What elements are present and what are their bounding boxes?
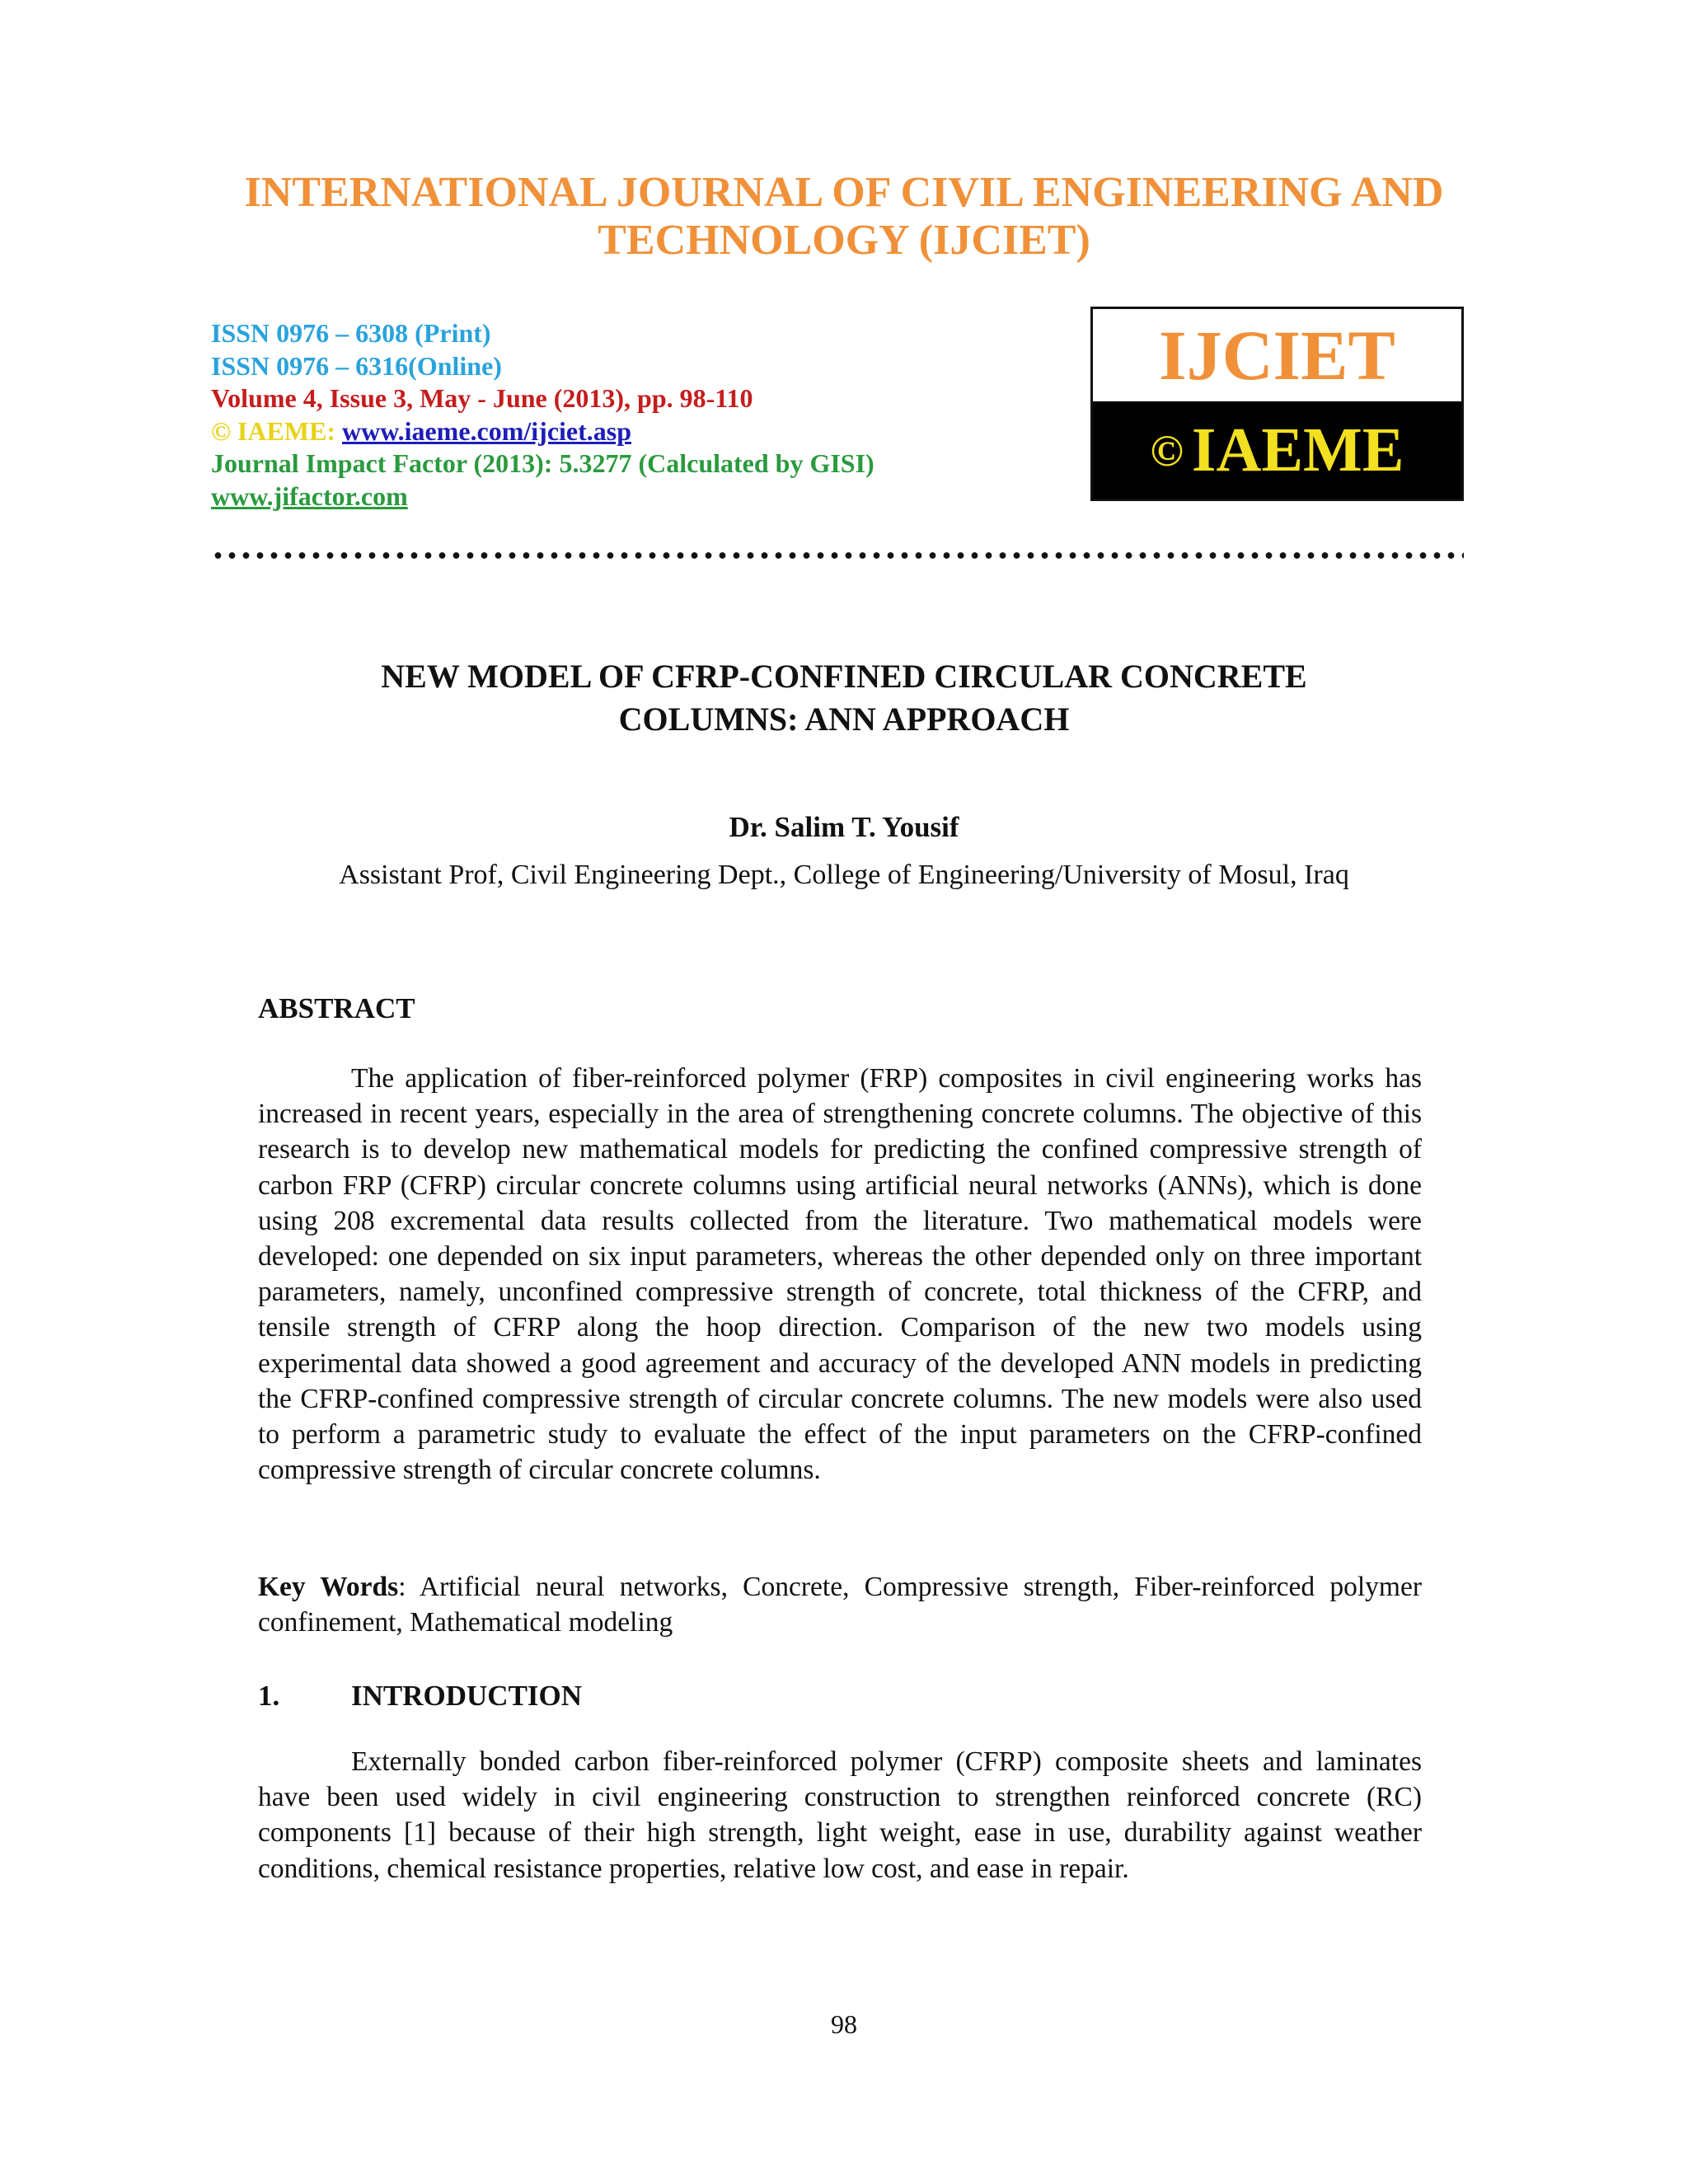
page-number: 98: [831, 2009, 857, 2039]
author-name: Dr. Salim T. Yousif: [729, 811, 959, 843]
iaeme-line: [211, 415, 874, 448]
author-affiliation: Assistant Prof, Civil Engineering Dept., College of Engineering/University of Mosul, Iraq: [339, 860, 1349, 890]
journal-title: [0, 169, 1688, 265]
volume-info: Volume 4, Issue 3, May - June (2013), pp. 98-110: [211, 383, 753, 413]
introduction-text: Externally bonded carbon fiber-reinforced polymer (CFRP) composite sheets and laminates have been used widely in civil engineering construction to strengthen reinforced concrete (RC) components [1] because of their high strength, light weight, ease in use, durability against weather conditions, chemical resistance properties, relative low cost, and ease in repair.: [258, 1746, 1422, 1884]
keywords: [258, 1569, 1422, 1640]
abstract-text: The application of fiber-reinforced polymer (FRP) composites in civil engineering works has increased in recent years, especially in the area of strengthening concrete columns. The objective of this research is to develop new mathematical models for predicting the confined compressive strength of carbon FRP (CFRP) circular concrete columns using artificial neural networks (ANNs), which is done using 208 excremental data results collected from the literature. Two mathematical models were developed: one depended on six input parameters, whereas the other depended only on three important parameters, namely, unconfined compressive strength of concrete, total thickness of the CFRP, and tensile strength of CFRP along the hoop direction. Comparison of the new two models using experimental data showed a good agreement and accuracy of the developed ANN models in predicting the CFRP-confined compressive strength of circular concrete columns. The new models were also used to perform a parametric study to evaluate the effect of the input parameters on the CFRP-confined compressive strength of circular concrete columns.: [258, 1063, 1422, 1486]
iaeme-prefix: © IAEME:: [211, 415, 343, 446]
logo-iaeme: [1093, 401, 1461, 499]
section-heading: INTRODUCTION: [351, 1680, 583, 1712]
impact-factor: Journal Impact Factor (2013): 5.3277 (Calculated by GISI): [211, 448, 874, 478]
dotted-divider: [211, 550, 1464, 561]
journal-title-line1: INTERNATIONAL JOURNAL OF CIVIL ENGINEERING AND: [244, 169, 1444, 216]
journal-logo: [1090, 307, 1464, 501]
logo-ijciet: IJCIET: [1093, 309, 1461, 401]
abstract-heading: ABSTRACT: [258, 992, 415, 1024]
keywords-text: : Artificial neural networks, Concrete, Compressive strength, Fiber-reinforced polymer confinement, Mathematical modeling: [258, 1572, 1422, 1638]
logo-iaeme-text: IAEME: [1191, 415, 1404, 485]
issn-online: ISSN 0976 – 6316(Online): [211, 350, 502, 381]
journal-title-line2: TECHNOLOGY (IJCIET): [598, 217, 1090, 264]
iaeme-link[interactable]: www.iaeme.com/ijciet.asp: [342, 415, 632, 446]
copyright-icon: ©: [1150, 426, 1184, 476]
issn-print: ISSN 0976 – 6308 (Print): [211, 318, 491, 348]
jifactor-link[interactable]: www.jifactor.com: [211, 480, 408, 511]
keywords-label: Key Words: [258, 1572, 399, 1602]
paper-title-line1: NEW MODEL OF CFRP-CONFINED CIRCULAR CONCRETE: [381, 658, 1307, 695]
introduction-body: [258, 1744, 1422, 1886]
section-number: 1.: [258, 1680, 280, 1712]
paper-title-line2: COLUMNS: ANN APPROACH: [618, 701, 1070, 738]
paper-title: [0, 655, 1688, 741]
abstract-body: [258, 1061, 1422, 1488]
journal-meta: [211, 317, 874, 513]
